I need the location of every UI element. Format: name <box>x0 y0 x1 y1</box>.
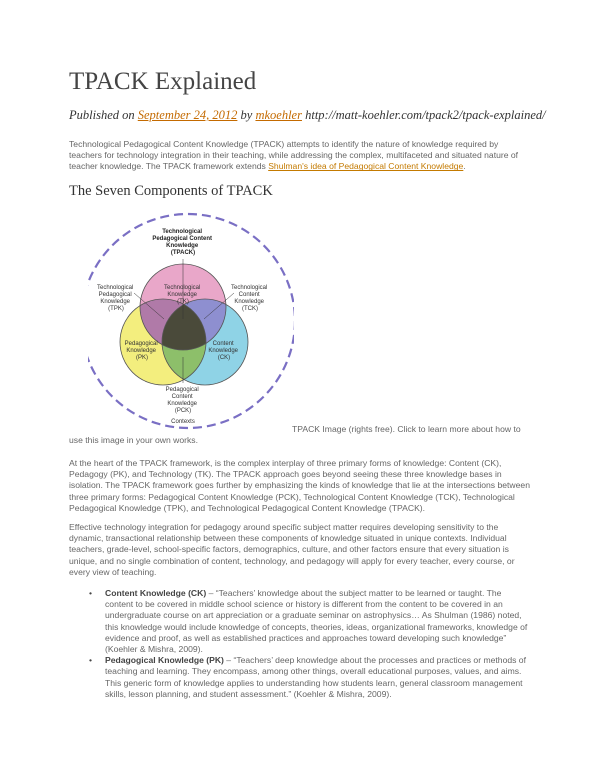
image-caption[interactable]: TPACK Image (rights free). Click to learn more about how to <box>292 424 521 434</box>
page-title: TPACK Explained <box>69 68 257 95</box>
intro-paragraph <box>69 139 531 173</box>
knowledge-list <box>69 588 531 700</box>
contexts-label: Contexts <box>171 419 195 425</box>
body-paragraph-2: Effective technology integration for pedagogy around specific subject matter requires developing sensitivity to the dynamic, transactional relationship between these components of knowledge situated in unique contexts. Individual teachers, grade-level, school-specific factors, demographics, culture, and other factors ensure that every situation is unique, and no single combination of content, technology, and pedagogy will apply for every teacher, every course, or every view of teaching. <box>69 522 515 577</box>
pck-label: Pedagogical Content Knowledge (PCK) <box>165 387 199 414</box>
ck-label: Content Knowledge (CK) <box>208 341 239 361</box>
list-item-ck <box>69 588 531 655</box>
source-url: http://matt-koehler.com/tpack2/tpack-explained/ <box>305 108 546 122</box>
byline-by: by <box>240 108 253 122</box>
intro-end: . <box>463 161 466 172</box>
pk-label: Pedagogical Knowledge (PK) <box>124 341 158 361</box>
byline <box>69 108 546 123</box>
section-title: The Seven Components of TPACK <box>69 183 273 199</box>
byline-prefix: Published on <box>69 108 135 122</box>
list-text: – “Teachers’ knowledge about the subject matter to be learned or taught. The content to be covered in middle school science or history is different from the content to be covered in an undergraduate course on art appreciation or a graduate seminar on astrophysics… As Shulman (1986) noted, this knowledge would include knowledge of concepts, theories, ideas, organizational frameworks, knowledge of evidence and proof, as well as established practices and approaches toward developing such knowledge” (Koehler & Mishra, 2009). <box>105 588 528 655</box>
list-text: – “Teachers’ deep knowledge about the processes and practices or methods of teaching and learning. They encompass, among other things, overall educational purposes, values, and aims. This generic form of knowledge applies to understanding how students learn, general classroom management skills, lesson planning, and student assessment.” (Koehler & Mishra, 2009). <box>105 655 526 699</box>
list-term: Pedagogical Knowledge (PK) <box>105 655 224 666</box>
tk-label: Technological Knowledge (TK) <box>163 285 201 305</box>
tck-label: Technological Content Knowledge (TCK) <box>230 285 268 312</box>
author-link[interactable]: mkoehler <box>255 108 302 122</box>
list-term: Content Knowledge (CK) <box>105 588 207 598</box>
body-paragraph-1: At the heart of the TPACK framework, is the complex interplay of three primary forms of knowledge: Content (CK), Pedagogy (PK), and Technology (TK). The TPACK approach goes beyond seeing these three knowledge bases in isolation. The TPACK framework goes further by emphasizing the kinds of knowledge that lie at the intersections between three primary forms: Pedagogical Content Knowledge (PCK), Technological Content Knowledge (TCK), Technological Pedagogical Knowledge (TPK), and Technological Pedagogical Content Knowledge (TPACK). <box>69 458 530 513</box>
bullet-icon: • <box>89 655 93 666</box>
image-caption-continued: use this image in your own works. <box>69 435 198 445</box>
tpk-label: Technological Pedagogical Knowledge (TPK) <box>96 285 134 312</box>
tpack-diagram[interactable] <box>88 207 294 435</box>
intro-text: Technological Pedagogical Content Knowledge (TPACK) attempts to identify the nature of knowledge required by teachers for technology integration in their teaching, while addressing the complex, multifaceted and situated nature of teacher knowledge. The TPACK framework extends <box>69 139 519 172</box>
bullet-icon: • <box>89 588 93 598</box>
list-item-pk <box>69 655 531 700</box>
tpack-label: Technological Pedagogical Content Knowledge (TPACK) <box>152 229 212 256</box>
date-link[interactable]: September 24, 2012 <box>137 108 238 122</box>
shulman-link[interactable]: Shulman's idea of Pedagogical Content Knowledge <box>268 161 464 172</box>
